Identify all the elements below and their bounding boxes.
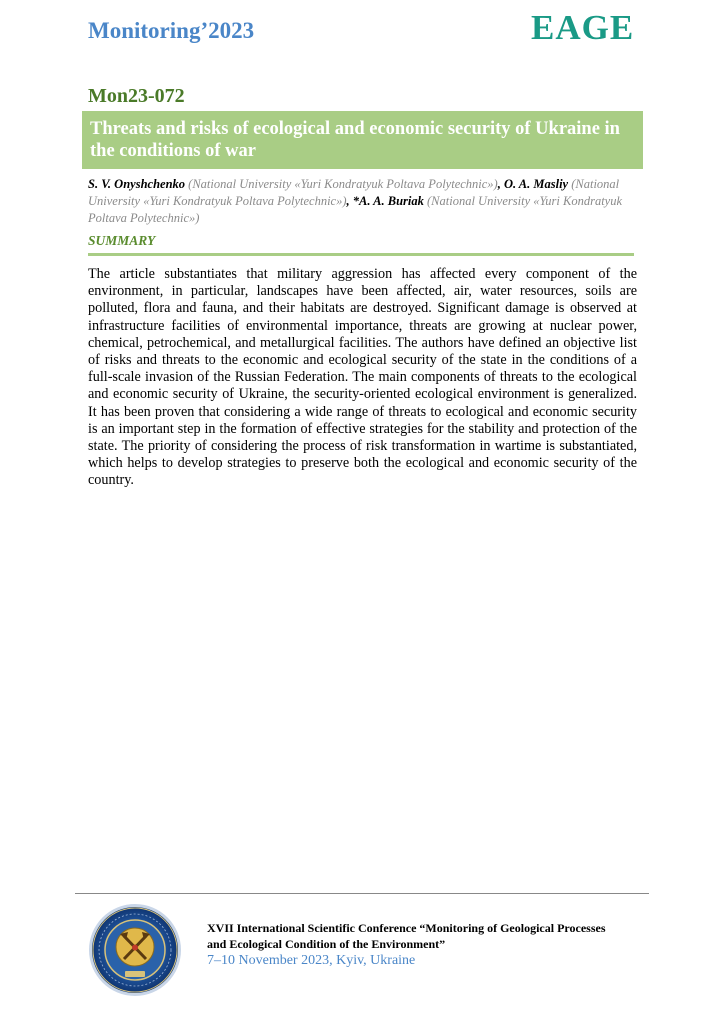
- author-name: *A. A. Buriak: [352, 194, 424, 208]
- eage-logo-text: EAGE: [531, 8, 635, 47]
- author-name: O. A. Masliy: [503, 177, 569, 191]
- author-affiliation: (National University «Yuri Kondratyuk Poltava Polytechnic»): [88, 194, 623, 225]
- paper-title: Threats and risks of ecological and economic security of Ukraine in the conditions of war: [90, 119, 620, 161]
- conference-header: Monitoring’2023: [88, 18, 255, 43]
- footer-divider: [75, 893, 649, 894]
- author-list: S. V. Onyshchenko (National University «Yuri Kondratyuk Poltava Polytechnic»), O. A. Masliy (National University «Yuri Kondratyuk Poltava Polytechnic»), *A. A. Buriak (National University «Yuri Kondratyuk Poltava Polytechnic»): [88, 177, 623, 225]
- conference-seal-icon: [88, 903, 182, 997]
- paper-code: Mon23-072: [88, 85, 185, 107]
- footer-conference-line: and Ecological Condition of the Environment”: [207, 937, 446, 951]
- author-affiliation: (National University «Yuri Kondratyuk Poltava Polytechnic»): [188, 177, 498, 191]
- summary-divider: [88, 253, 634, 256]
- abstract-text: The article substantiates that military aggression has affected every component of the environment, in particular, landscapes have been affected, air, water resources, soils are polluted, flora and fauna, and their habitats are destroyed. Significant damage is observed at infrastructure facilities of environmental importance, threats are growing at nuclear power, chemical, petrochemical, and metallurgical facilities. The authors have defined an objective list of risks and threats to the economic and ecological security of the state in the conditions of a full-scale invasion of the Russian Federation. The main components of threats to the ecological and economic security of Ukraine, the security-oriented ecological environment is generalized. It has been proven that considering a wide range of threats to ecological and economic security is an important step in the formation of effective strategies for the stability and protection of the state. The priority of considering the process of risk transformation in wartime is substantiated, which helps to develop strategies to preserve both the ecological and economic security of the country.: [88, 266, 637, 489]
- footer-date-location: 7–10 November 2023, Kyiv, Ukraine: [207, 953, 416, 968]
- footer-conference-line: XVII International Scientific Conference “Monitoring of Geological Processes: [207, 921, 606, 935]
- title-banner: [82, 111, 643, 169]
- author-affiliation: (National University «Yuri Kondratyuk Poltava Polytechnic»): [88, 177, 620, 208]
- author-name: S. V. Onyshchenko: [88, 177, 186, 191]
- footer-conference-name: [207, 920, 627, 952]
- summary-heading: SUMMARY: [88, 233, 156, 248]
